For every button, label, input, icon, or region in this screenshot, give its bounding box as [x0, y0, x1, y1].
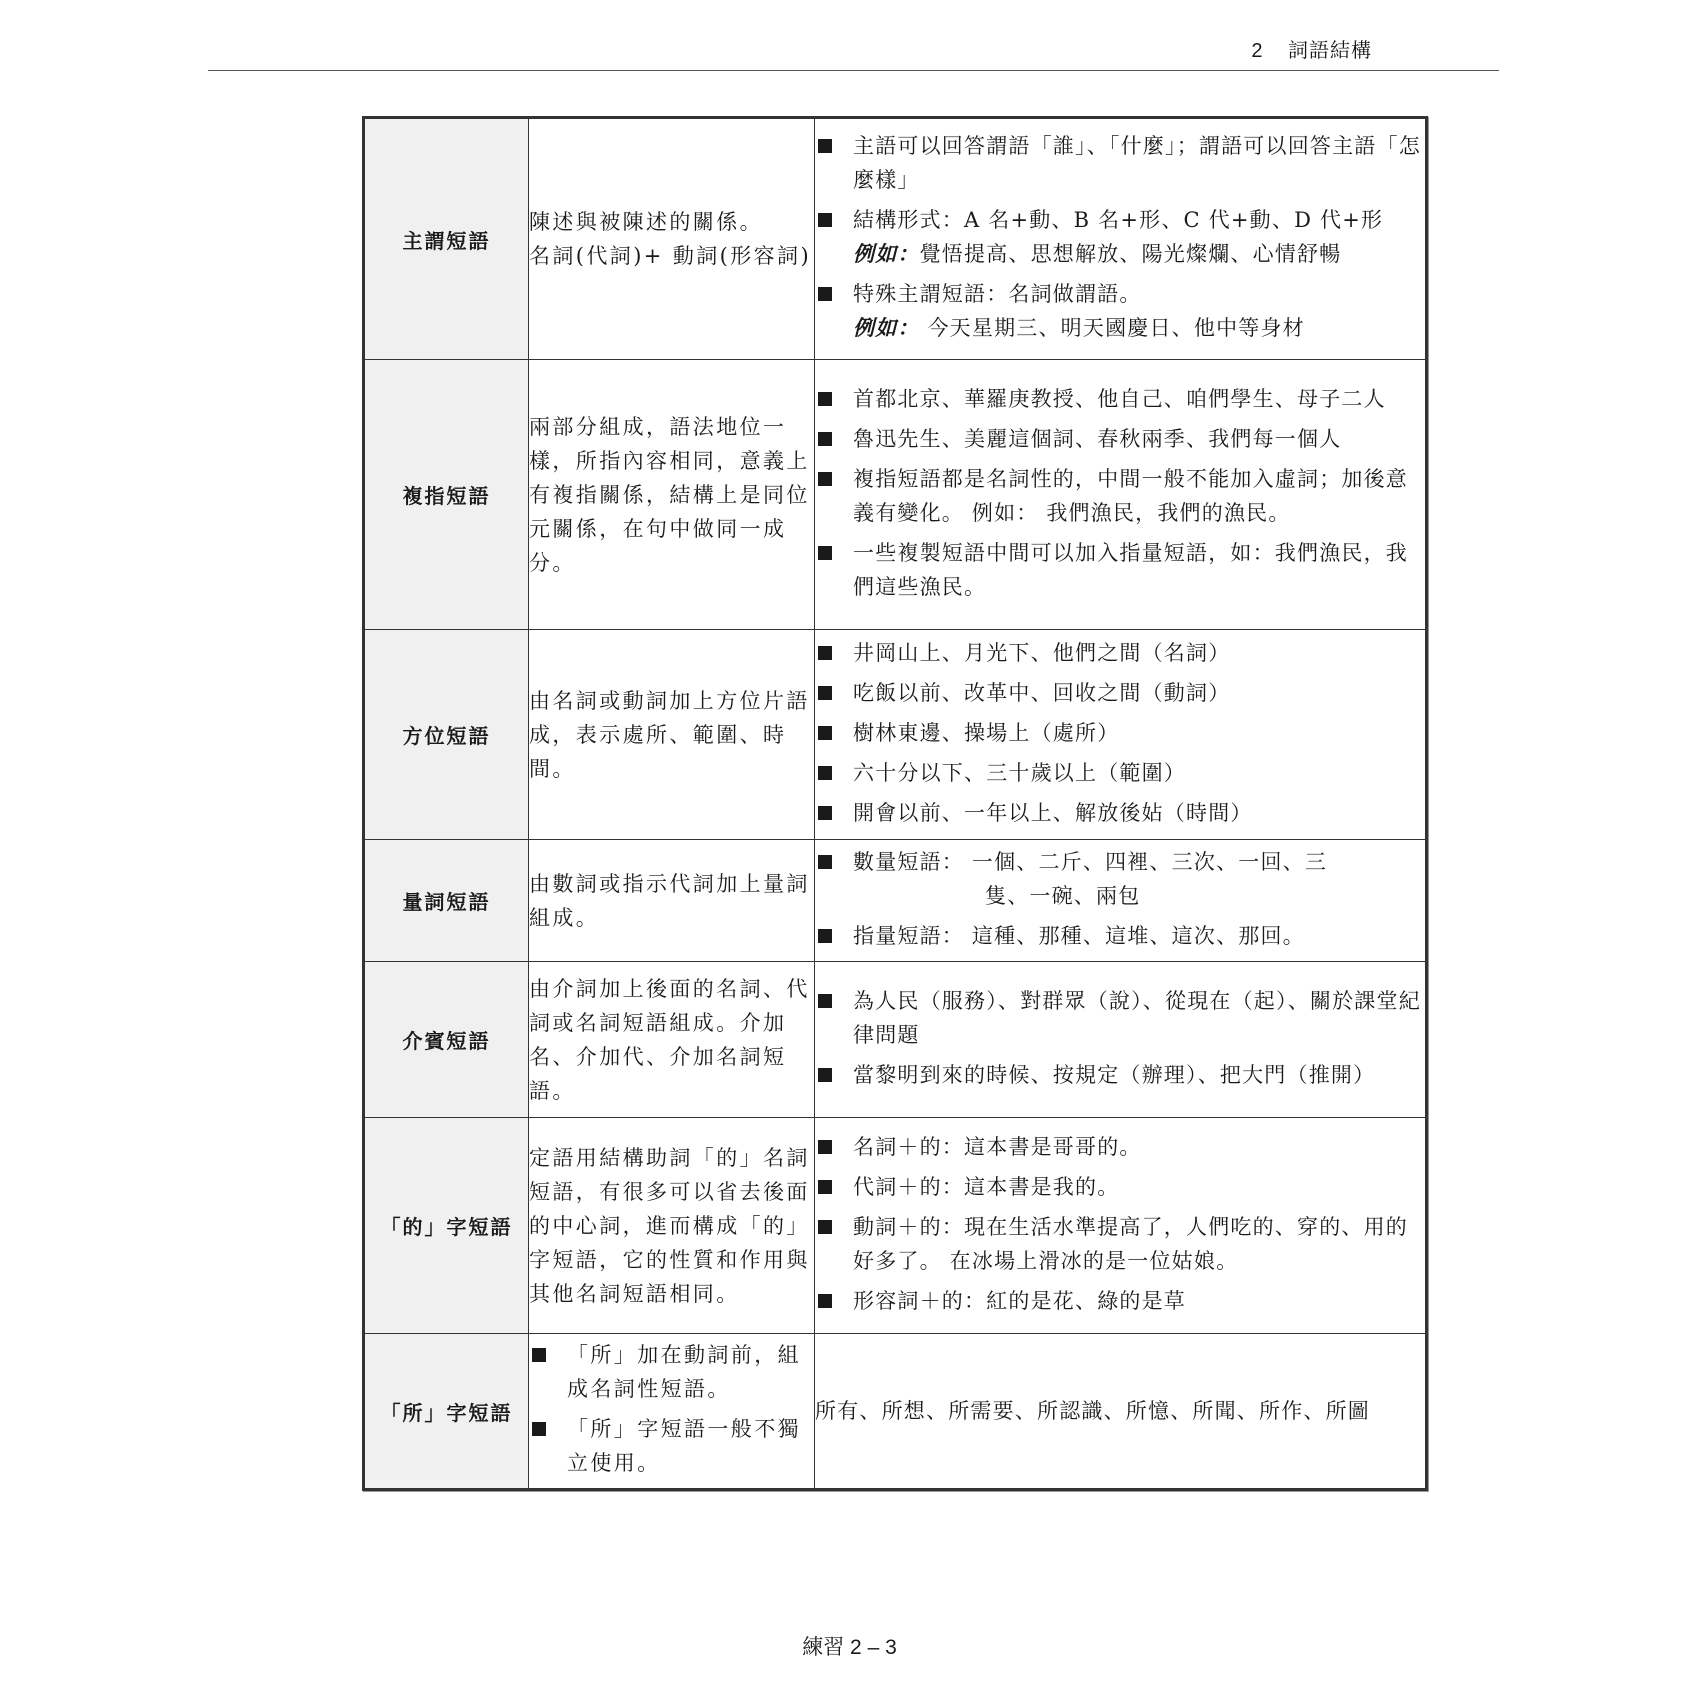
example-item: 吃飯以前、改革中、回收之間（動詞）: [815, 676, 1425, 710]
example-item: [815, 277, 1425, 345]
example-text: 覺悟提高、思想解放、陽光燦爛、心情舒暢: [919, 242, 1342, 266]
table-row: [364, 630, 1427, 840]
example-item: 為人民（服務）、對群眾（說）、從現在（起）、關於課堂紀律問題: [815, 984, 1425, 1052]
phrase-type-name: 複指短語: [364, 360, 529, 630]
example-item: 名詞＋的：這本書是哥哥的。: [815, 1130, 1425, 1164]
phrase-examples: [815, 1118, 1427, 1334]
phrase-examples: [815, 962, 1427, 1118]
phrase-type-name: 方位短語: [364, 630, 529, 840]
table-row: [364, 118, 1427, 360]
phrase-examples: [815, 360, 1427, 630]
chapter-title: 詞語結構: [1288, 40, 1372, 62]
phrase-type-name: 主謂短語: [364, 118, 529, 360]
table-row: [364, 962, 1427, 1118]
phrase-structure-table: [362, 116, 1428, 1491]
phrase-definition: [529, 630, 815, 840]
definition-item: 「所」字短語一般不獨立使用。: [529, 1412, 814, 1480]
phrase-definition: [529, 1334, 815, 1490]
example-item: 指量短語： 這種、那種、這堆、這次、那回。: [815, 919, 1425, 953]
phrase-definition: [529, 962, 815, 1118]
page-footer: 練習 2 – 3: [802, 1636, 897, 1659]
phrase-type-name: 量詞短語: [364, 840, 529, 962]
example-item: 六十分以下、三十歲以上（範圍）: [815, 756, 1425, 790]
phrase-type-name: 「所」字短語: [364, 1334, 529, 1490]
example-text: 結構形式：A 名+動、B 名+形、C 代+動、D 代+形: [853, 208, 1384, 232]
definition-line: 名詞(代詞)+ 動詞(形容詞): [529, 244, 812, 268]
example-text: 主語可以回答謂語「誰」、「什麼」；謂語可以回答主語「怎麼樣」: [853, 134, 1421, 192]
phrase-definition: [529, 1118, 815, 1334]
example-item: 代詞＋的：這本書是我的。: [815, 1170, 1425, 1204]
example-text: 特殊主謂短語：名詞做謂語。: [853, 282, 1142, 306]
phrase-definition: [529, 118, 815, 360]
example-item: 首都北京、華羅庚教授、他自己、咱們學生、母子二人: [815, 382, 1425, 416]
table-row: [364, 840, 1427, 962]
example-item: 樹林東邊、操場上（處所）: [815, 716, 1425, 750]
example-item: 動詞＋的：現在生活水準提高了，人們吃的、穿的、用的好多了。 在冰場上滑冰的是一位姑娘。: [815, 1210, 1425, 1278]
example-item: 一些複製短語中間可以加入指量短語，如：我們漁民，我們這些漁民。: [815, 536, 1425, 604]
example-label: 例如：: [853, 241, 920, 266]
example-item: 開會以前、一年以上、解放後㚲（時間）: [815, 796, 1425, 830]
example-continuation: 隻、一碗、兩包: [985, 883, 1141, 908]
definition-line: 定語用結構助詞「的」名詞短語，有很多可以省去後面的中心詞，進而構成「的」字短語，它的性質和作用與其他名詞短語相同。: [529, 1145, 810, 1306]
table-row: [364, 1118, 1427, 1334]
example-item: 複指短語都是名詞性的，中間一般不能加入虛詞；加後意義有變化。 例如： 我們漁民，我們的漁民。: [815, 462, 1425, 530]
phrase-definition: [529, 840, 815, 962]
definition-line: 由名詞或動詞加上方位片語成，表示處所、範圍、時間。: [529, 688, 810, 781]
table-row: [364, 1334, 1427, 1490]
phrase-examples: [815, 840, 1427, 962]
example-item: 當黎明到來的時候、按規定（辦理）、把大門（推開）: [815, 1058, 1425, 1092]
running-head: [1251, 34, 1372, 63]
definition-line: 由介詞加上後面的名詞、代詞或名詞短語組成。介加名、介加代、介加名詞短語。: [529, 976, 810, 1103]
definition-line: 陳述與被陳述的關係。: [529, 210, 763, 234]
phrase-definition: [529, 360, 815, 630]
table-row: [364, 360, 1427, 630]
phrase-type-name: 「的」字短語: [364, 1118, 529, 1334]
example-item: 形容詞＋的：紅的是花、綠的是草: [815, 1284, 1425, 1318]
example-item: [815, 129, 1425, 197]
header-rule: [208, 70, 1499, 71]
chapter-number: 2: [1251, 40, 1264, 62]
example-item: 魯迅先生、美麗這個詞、春秋兩季、我們每一個人: [815, 422, 1425, 456]
phrase-examples: [815, 118, 1427, 360]
example-item: 井岡山上、月光下、他們之間（名詞）: [815, 636, 1425, 670]
definition-line: 由數詞或指示代詞加上量詞組成。: [529, 871, 810, 930]
definition-line: 兩部分組成，語法地位一樣，所指內容相同，意義上有複指關係，結構上是同位元關係，在句中做同一成分。: [529, 414, 810, 575]
example-item: [815, 203, 1425, 271]
phrase-examples: [815, 630, 1427, 840]
example-label: 例如：: [853, 315, 920, 340]
phrase-type-name: 介賓短語: [364, 962, 529, 1118]
example-text: 數量短語： 一個、二斤、四裡、三次、一回、三: [853, 849, 1328, 874]
phrase-examples: [815, 1334, 1427, 1490]
examples-plain: 所有、所想、所需要、所認識、所憶、所聞、所作、所圖: [815, 1399, 1370, 1423]
example-text: 今天星期三、明天國慶日、他中等身材: [919, 316, 1305, 340]
definition-item: 「所」加在動詞前，組成名詞性短語。: [529, 1338, 814, 1406]
example-item: [815, 845, 1425, 913]
